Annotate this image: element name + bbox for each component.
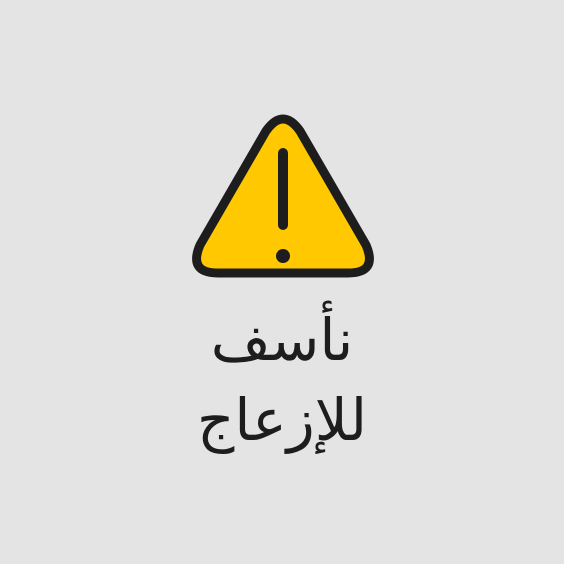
apology-line-2: للإزعاج <box>196 386 367 454</box>
apology-line-1: نأسف <box>210 306 354 374</box>
warning-triangle-icon <box>188 113 378 283</box>
exclamation-dot <box>276 249 290 263</box>
